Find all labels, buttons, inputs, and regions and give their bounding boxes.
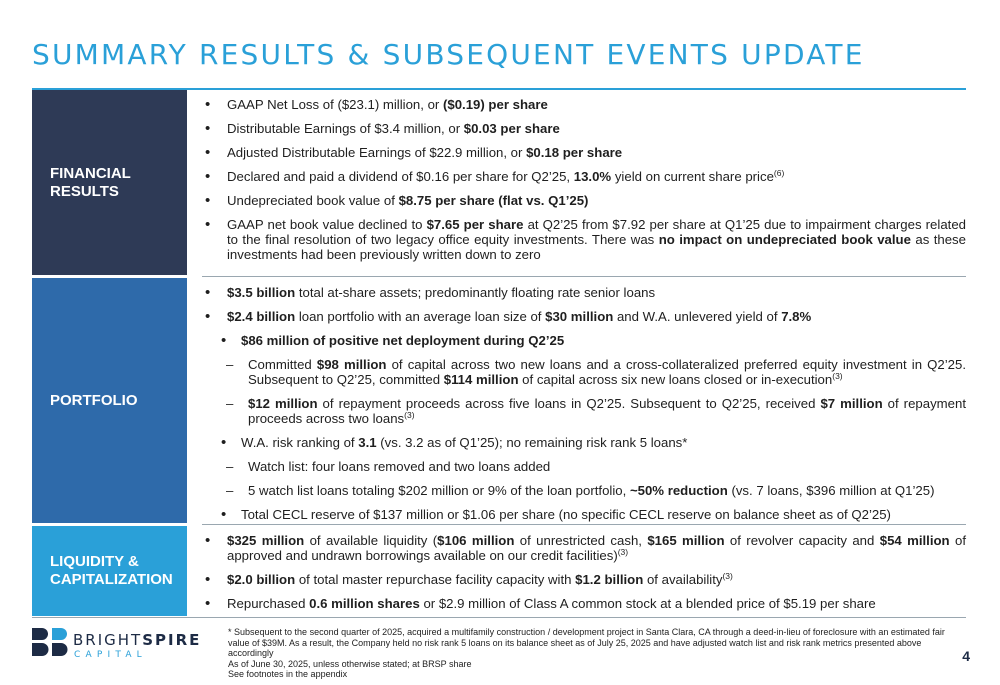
- bullet-icon: •: [205, 120, 211, 137]
- bullet-icon: •: [221, 332, 227, 349]
- list-item: • Total CECL reserve of $137 million or $1.06 per share (no specific CECL reserve on balance sheet as of Q2’25): [221, 506, 891, 523]
- portfolio-section: [32, 278, 966, 523]
- list-item: • $86 million of positive net deployment during Q2’25: [221, 332, 565, 349]
- bullet-icon: •: [205, 571, 211, 588]
- list-item: • $2.0 billion of total master repurchase facility capacity with $1.2 billion of availability$^{(3)}$: [205, 571, 733, 588]
- list-item: • Repurchased 0.6 million shares or $2.9 million of Class A common stock at a blended price of $5.19 per share: [205, 595, 876, 612]
- liquidity-label: [32, 526, 187, 616]
- list-item: – $12 million of repayment proceeds across five loans in Q2’25. Subsequent to Q2’25, received $7 million of repayment proceeds across two loans$^{(3)}$: [226, 396, 966, 426]
- section-divider: [202, 276, 966, 277]
- brand-name: BRIGHTSPIRE: [73, 631, 202, 649]
- brand-subtitle: CAPITAL: [74, 650, 147, 660]
- bullet-icon: •: [221, 506, 227, 523]
- page-number: 4: [962, 648, 970, 664]
- liquidity-label-line1: LIQUIDITY &: [50, 553, 139, 570]
- bullet-icon: •: [205, 532, 211, 549]
- dash-icon: –: [226, 459, 234, 474]
- list-item: • $325 million of available liquidity ($106 million of unrestricted cash, $165 million of revolver capacity and $54 million of approved and undrawn borrowings available on our credit facilities)$^{(3)}$: [205, 532, 966, 563]
- portfolio-label: PORTFOLIO: [32, 278, 187, 523]
- footnote-ref: (3): [617, 547, 629, 557]
- bullet-icon: •: [205, 216, 211, 233]
- bullet-icon: •: [205, 96, 211, 113]
- financial-results-label: [32, 90, 187, 275]
- footnote: See footnotes in the appendix: [228, 669, 348, 679]
- list-item: • W.A. risk ranking of 3.1 (vs. 3.2 as of Q1’25); no remaining risk rank 5 loans*: [221, 434, 688, 451]
- footnote: As of June 30, 2025, unless otherwise stated; at BRSP share: [228, 658, 472, 669]
- list-item: • $3.5 billion total at-share assets; predominantly floating rate senior loans: [205, 284, 656, 301]
- bullet-icon: •: [221, 434, 227, 451]
- bullet-icon: •: [205, 144, 211, 161]
- footnote-ref: (6): [773, 168, 785, 178]
- bullet-icon: •: [205, 308, 211, 325]
- list-item: • Undepreciated book value of $8.75 per share (flat vs. Q1’25): [205, 192, 589, 209]
- dash-icon: –: [226, 357, 234, 372]
- footnote-ref: (3): [722, 571, 733, 581]
- footnote-ref: (3): [832, 371, 843, 381]
- bullet-icon: •: [205, 595, 211, 612]
- list-item: • GAAP net book value declined to $7.65 per share at Q2’25 from $7.92 per share at Q1’25 due to impairment charges related to the final resolution of two legacy office equity investments. There was no impact on undepreciated book value as these investments had been previously written down to zero: [205, 216, 966, 262]
- section-divider: [202, 524, 966, 525]
- bullet-icon: •: [205, 168, 211, 185]
- footnote-ref: (3): [404, 410, 415, 420]
- liquidity-label-line2: CAPITALIZATION: [50, 571, 173, 588]
- footnote: * Subsequent to the second quarter of 2025, acquired a multifamily construction / development project in Santa Clara, CA through a deed-in-lieu of foreclosure with an estimated fair value of $39M. As a result, the Company held no risk rank 5 loans on its balance sheet as of July 25, 2025 and have adjusted watch list and risk rank metrics presented above accordingly: [228, 627, 945, 658]
- financial-label-line1: FINANCIAL: [50, 164, 131, 182]
- list-item: – Watch list: four loans removed and two loans added: [226, 459, 551, 474]
- portfolio-list: [202, 285, 966, 531]
- financial-results-section: [32, 90, 966, 275]
- list-item: • Distributable Earnings of $3.4 million, or $0.03 per share: [205, 120, 560, 137]
- list-item: – Committed $98 million of capital across two new loans and a cross-collateralized preferred equity investment in Q2’25. Subsequent to Q2’25, committed $114 million of capital across six new loans closed or in-execution$^{(3)}$: [226, 357, 966, 387]
- list-item: • Adjusted Distributable Earnings of $22.9 million, or $0.18 per share: [205, 144, 623, 161]
- list-item: • GAAP Net Loss of ($23.1) million, or ($0.19) per share: [205, 96, 548, 113]
- liquidity-section: [32, 526, 966, 616]
- bullet-icon: •: [205, 192, 211, 209]
- list-item: • Declared and paid a dividend of $0.16 per share for Q2’25, 13.0% yield on current share price$^{(6)}$: [205, 168, 785, 185]
- list-item: • $2.4 billion loan portfolio with an average loan size of $30 million and W.A. unlevered yield of 7.8%: [205, 308, 812, 325]
- list-item: – 5 watch list loans totaling $202 million or 9% of the loan portfolio, ~50% reduction (vs. 7 loans, $396 million at Q1’25): [226, 483, 935, 498]
- page-title: SUMMARY RESULTS & SUBSEQUENT EVENTS UPDATE: [32, 38, 865, 71]
- dash-icon: –: [226, 483, 234, 498]
- brightspire-logo-icon: [32, 628, 68, 656]
- section-divider: [32, 617, 966, 618]
- bullet-icon: •: [205, 284, 211, 301]
- financial-results-list: [202, 97, 966, 271]
- liquidity-list: [202, 533, 966, 620]
- dash-icon: –: [226, 396, 234, 411]
- footnotes: [228, 627, 948, 680]
- financial-label-line2: RESULTS: [50, 182, 119, 200]
